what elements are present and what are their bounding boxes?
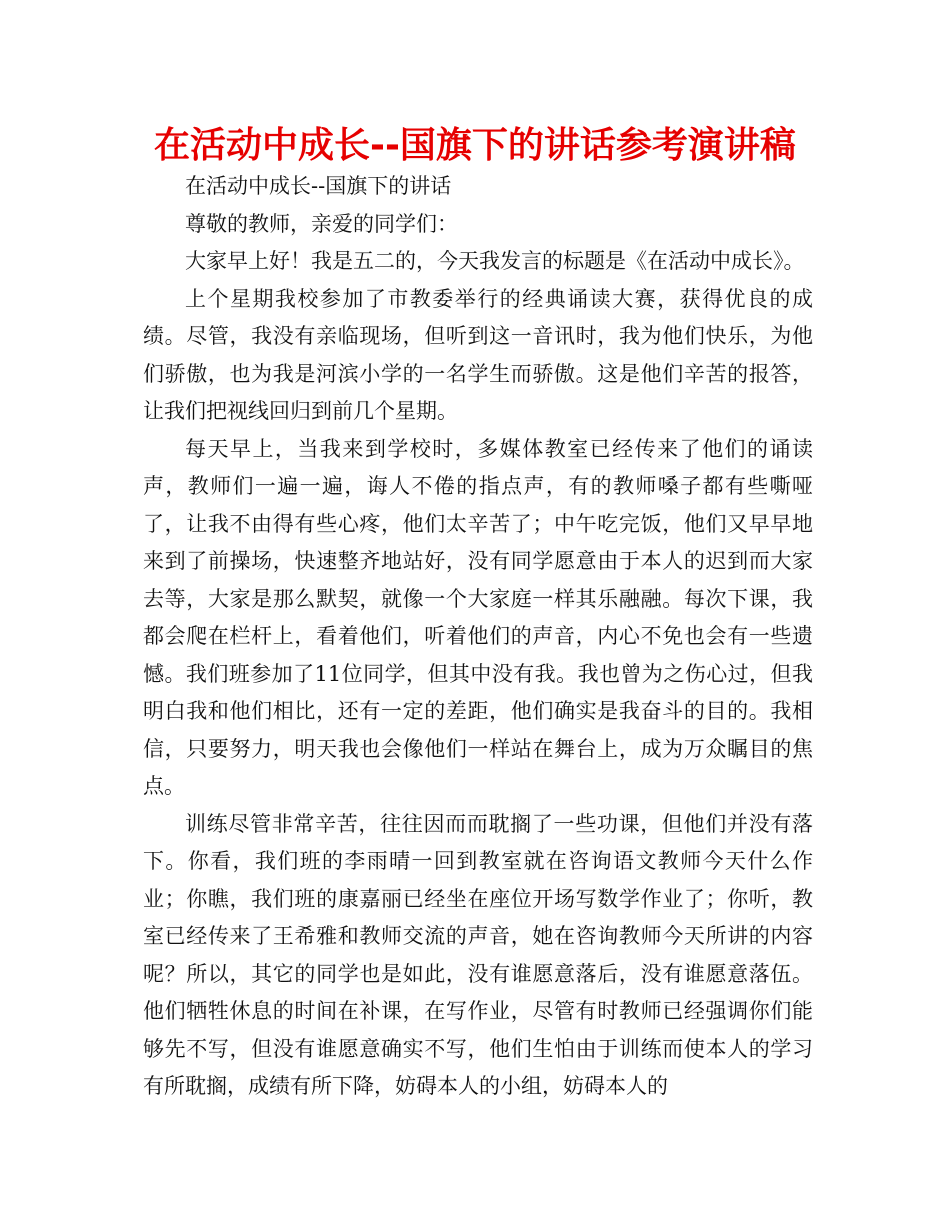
paragraph-salutation: 尊敬的教师，亲爱的同学们： — [185, 211, 458, 236]
paragraph-greeting: 大家早上好！我是五二的，今天我发言的标题是《在活动中成长》。 — [185, 249, 805, 273]
paragraph-subtitle: 在活动中成长--国旗下的讲话 — [185, 174, 452, 198]
paragraph-training: 训练尽管非常辛苦，往往因而而耽搁了一些功课，但他们并没有落下。你看，我们班的李雨晴一回到教室就在咨询语文教师今天什么作业；你瞧，我们班的康嘉丽已经坐在座位开场写数学作业了；你听，教室已经传来了王希雅和教师交流的声音，她在咨询教师今天所讲的内容呢？所以，其它的同学也是如此，没有谁愿意落后，没有谁愿意落伍。他们牺牲休息的时间在补课，在写作业，尽管有时教师已经强调你们能够先不写，但没有谁愿意确实不写，他们生怕由于训练而使本人的学习有所耽搁，成绩有所下降，妨碍本人的小组，妨碍本人的 — [143, 811, 813, 1098]
document-body — [143, 168, 813, 1106]
paragraph-competition: 上个星期我校参加了市教委举行的经典诵读大赛，获得优良的成绩。尽管，我没有亲临现场，但听到这一音讯时，我为他们快乐，为他们骄傲，也为我是河滨小学的一名学生而骄傲。这是他们辛苦的报答，让我们把视线回归到前几个星期。 — [143, 286, 813, 423]
document-title: 在活动中成长--国旗下的讲话参考演讲稿 — [154, 125, 796, 166]
paragraph-mornings: 每天早上，当我来到学校时，多媒体教室已经传来了他们的诵读声，教师们一遍一遍，诲人不倦的指点声，有的教师嗓子都有些嘶哑了，让我不由得有些心疼，他们太辛苦了；中午吃完饭，他们又早早地来到了前操场，快速整齐地站好，没有同学愿意由于本人的迟到而大家去等，大家是那么默契，就像一个大家庭一样其乐融融。每次下课，我都会爬在栏杆上，看着他们，听着他们的声音，内心不免也会有一些遗憾。我们班参加了11位同学，但其中没有我。我也曾为之伤心过，但我明白我和他们相比，还有一定的差距，他们确实是我奋斗的目的。我相信，只要努力，明天我也会像他们一样站在舞台上，成为万众瞩目的焦点。 — [143, 436, 813, 798]
